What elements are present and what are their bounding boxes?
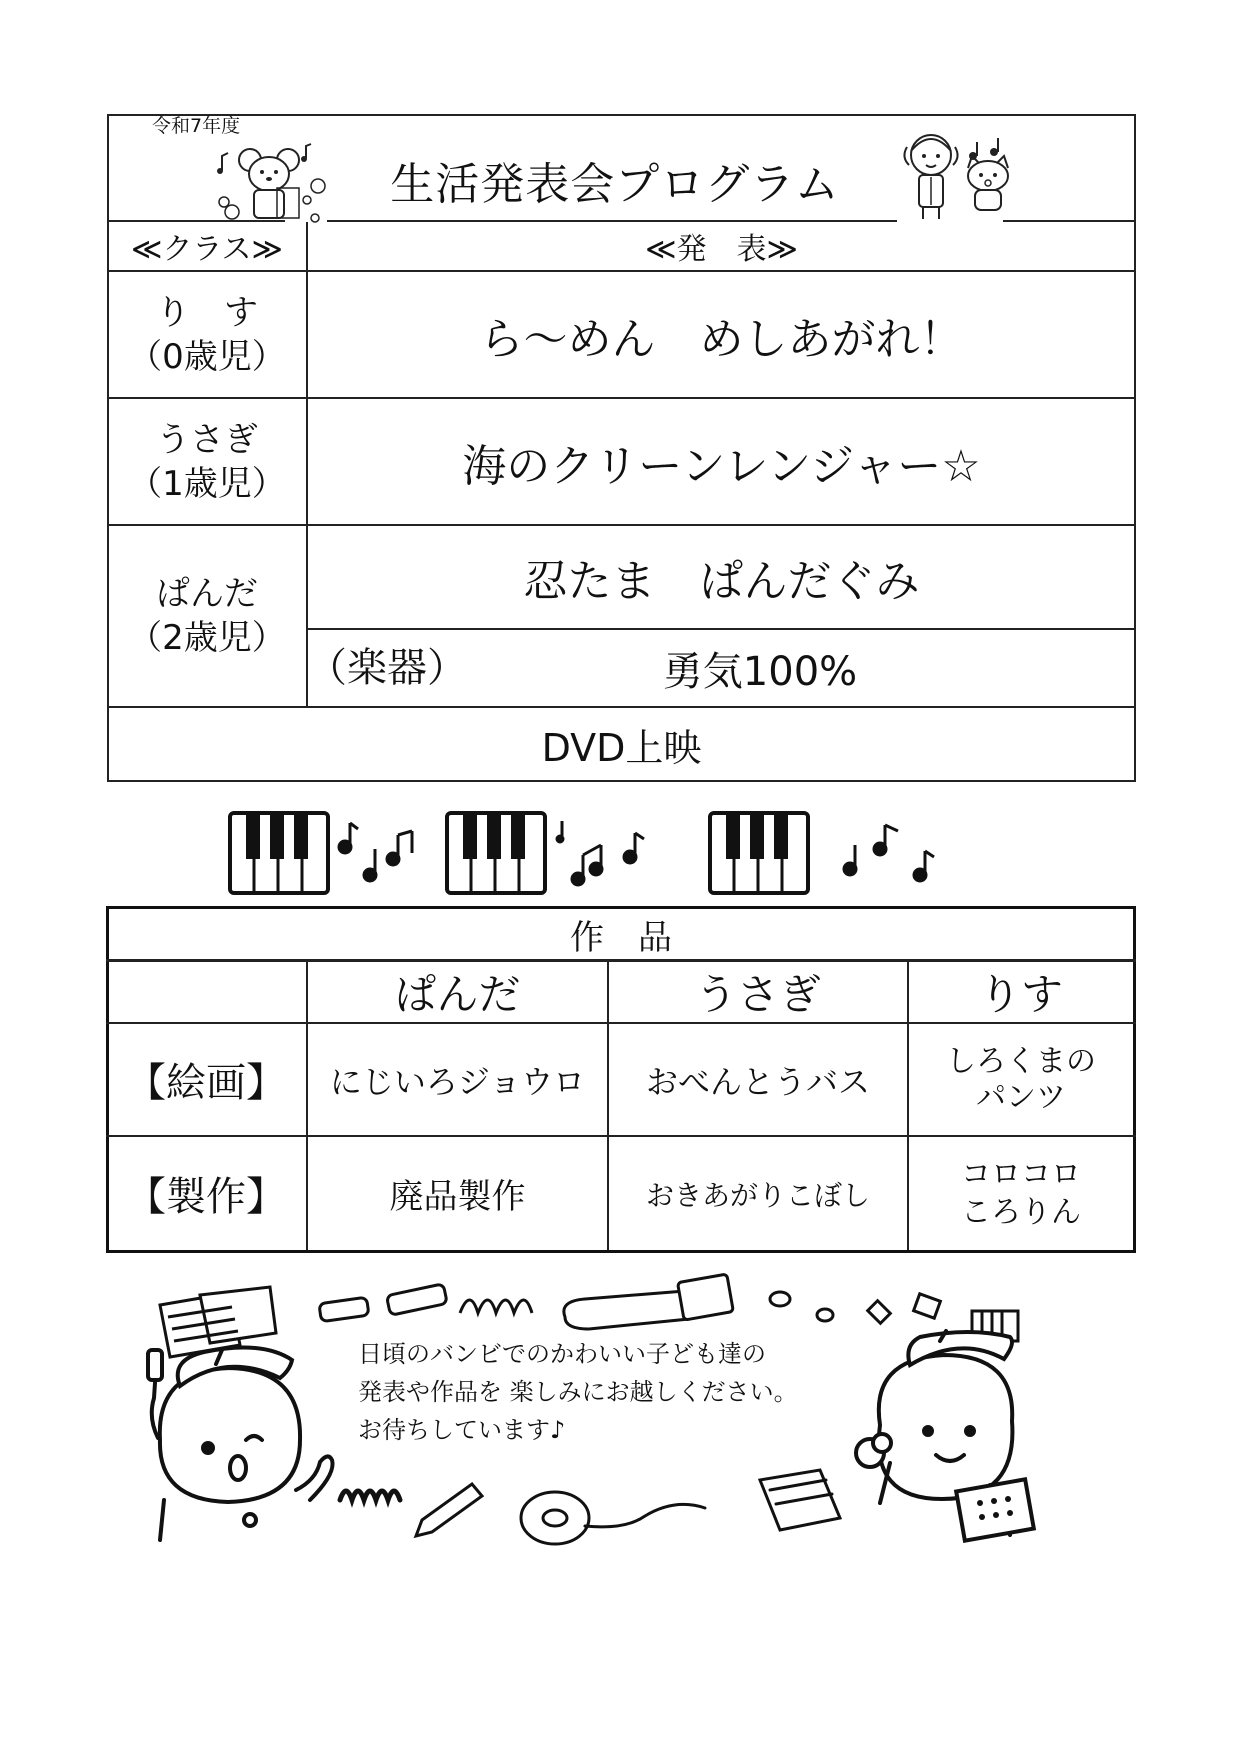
girl-singing-icon	[893, 125, 968, 225]
message-line: 日頃のバンビでのかわいい子ども達の	[358, 1340, 766, 1368]
works-row-label-crafts: 【製作】	[126, 1174, 286, 1220]
year-label: 令和7年度	[152, 115, 241, 137]
class-age: （1歳児）	[128, 463, 286, 504]
class-cell-panda	[107, 526, 307, 706]
instrument-label: （楽器）	[307, 645, 467, 691]
performance-title: ら～めん めしあがれ！	[479, 313, 964, 365]
works-cell: 廃品製作	[389, 1177, 526, 1217]
boy-painter-icon	[140, 1340, 350, 1545]
class-age: （2歳児）	[128, 618, 286, 658]
instrument-piece: 勇気100%	[662, 648, 858, 695]
class-age: （0歳児）	[128, 336, 286, 377]
works-cell: コロコロ ころりん	[961, 1156, 1081, 1230]
page-title: 生活発表会プログラム	[390, 159, 840, 210]
column-header-class: ≪クラス≫	[131, 232, 283, 267]
works-column-panda: ぱんだ	[394, 970, 521, 1019]
works-title: 作 品	[570, 917, 672, 958]
dvd-screening: DVD上映	[541, 725, 702, 770]
music-note-icon	[968, 138, 1008, 168]
works-cell: おべんとうバス	[645, 1062, 870, 1101]
supplies-bottom-decoration	[330, 1460, 890, 1560]
works-cell: にじいろジョウロ	[329, 1062, 586, 1101]
class-cell-usagi	[107, 399, 307, 524]
performance-title: 忍たま ぱんだぐみ	[523, 556, 920, 607]
mouse-musician-icon	[210, 130, 335, 225]
works-column-usagi: うさぎ	[694, 970, 821, 1019]
invitation-message	[358, 1335, 858, 1449]
message-line: 発表や作品を 楽しみにお越しください。	[358, 1378, 798, 1406]
piano-decoration	[230, 805, 990, 895]
class-name: り す	[156, 292, 258, 333]
column-header-performance: ≪発 表≫	[645, 232, 798, 267]
works-column-risu: りす	[978, 970, 1063, 1019]
class-name: ぱんだ	[156, 574, 258, 614]
class-name: うさぎ	[156, 419, 258, 460]
performance-title: 海のクリーンレンジャー☆	[462, 440, 981, 492]
class-cell-risu	[107, 272, 307, 397]
works-row-label-painting: 【絵画】	[126, 1060, 286, 1106]
message-line: お待ちしています♪	[358, 1416, 566, 1444]
works-cell: しろくまの パンツ	[946, 1043, 1096, 1115]
works-cell: おきあがりこぼし	[645, 1178, 870, 1212]
